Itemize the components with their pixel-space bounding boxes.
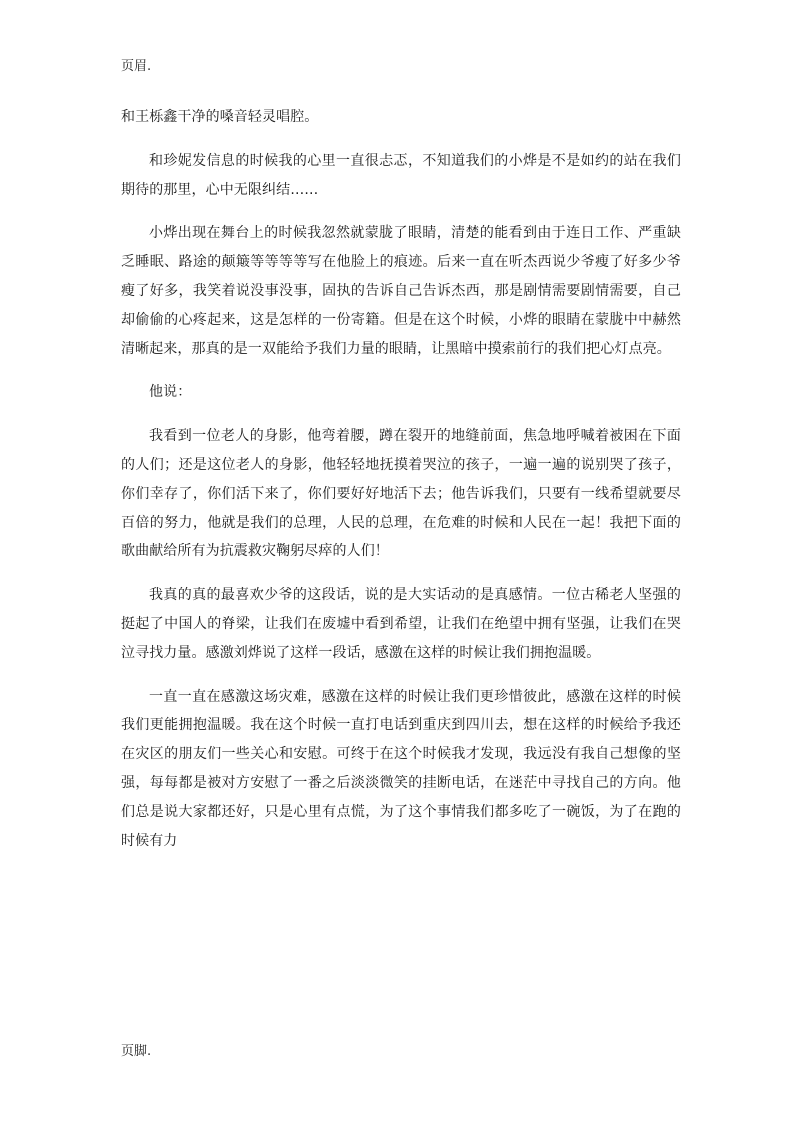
paragraph: 小烨出现在舞台上的时候我忽然就蒙胧了眼睛，清楚的能看到由于连日工作、严重缺乏睡眠、路途的颠簸等等等等写在他脸上的痕迹。后来一直在听杰西说少爷瘦了好多少爷瘦了好多，我笑着说没事没事，固执的告诉自己告诉杰西，那是剧情需要剧情需要，自己却偷偷的心疼起来，这是怎样的一份寄籍。但是在这个时候，小烨的眼睛在蒙胧中中赫然清晰起来，那真的是一双能给予我们力量的眼睛，让黑暗中摸索前行的我们把心灯点亮。: [121, 225, 681, 357]
paragraph: 我真的真的最喜欢少爷的这段话，说的是大实话动的是真感情。一位古稀老人坚强的挺起了中国人的脊梁，让我们在废墟中看到希望，让我们在绝望中拥有坚强，让我们在哭泣寻找力量。感激刘烨说了这样一段话，感激在这样的时候让我们拥抱温暖。: [121, 587, 681, 661]
page-footer: 页脚.: [121, 1044, 152, 1059]
paragraph: 一直一直在感激这场灾难，感激在这样的时候让我们更珍惜彼此，感激在这样的时候我们更能拥抱温暖。我在这个时候一直打电话到重庆到四川去，想在这样的时候给予我还在灾区的朋友们一些关心和安慰。可终于在这个时候我才发现，我远没有我自己想像的坚强，每每都是被对方安慰了一番之后淡淡微笑的挂断电话，在迷茫中寻找自己的方向。他们总是说大家都还好，只是心里有点慌，为了这个事情我们都多吃了一碗饭，为了在跑的时候有力: [121, 688, 681, 849]
page-header: 页眉.: [121, 59, 152, 74]
paragraph: 我看到一位老人的身影，他弯着腰，蹲在裂开的地缝前面，焦急地呼喊着被困在下面的人们；还是这位老人的身影，他轻轻地抚摸着哭泣的孩子，一遍一遍的说别哭了孩子，你们幸存了，你们活下来了，你们要好好地活下去；他告诉我们，只要有一线希望就要尽百倍的努力，他就是我们的总理，人民的总理，在危难的时候和人民在一起！我把下面的歌曲献给所有为抗震救灾鞠躬尽瘁的人们！: [121, 428, 681, 560]
paragraph: 他说：: [149, 384, 192, 401]
paragraph-continuation: 和王栎鑫干净的嗓音轻灵唱腔。: [121, 109, 319, 125]
paragraph: 和珍妮发信息的时候我的心里一直很忐忑，不知道我们的小烨是不是如约的站在我们期待的那里，心中无限纠结……: [121, 152, 681, 198]
document-body: [121, 103, 681, 855]
